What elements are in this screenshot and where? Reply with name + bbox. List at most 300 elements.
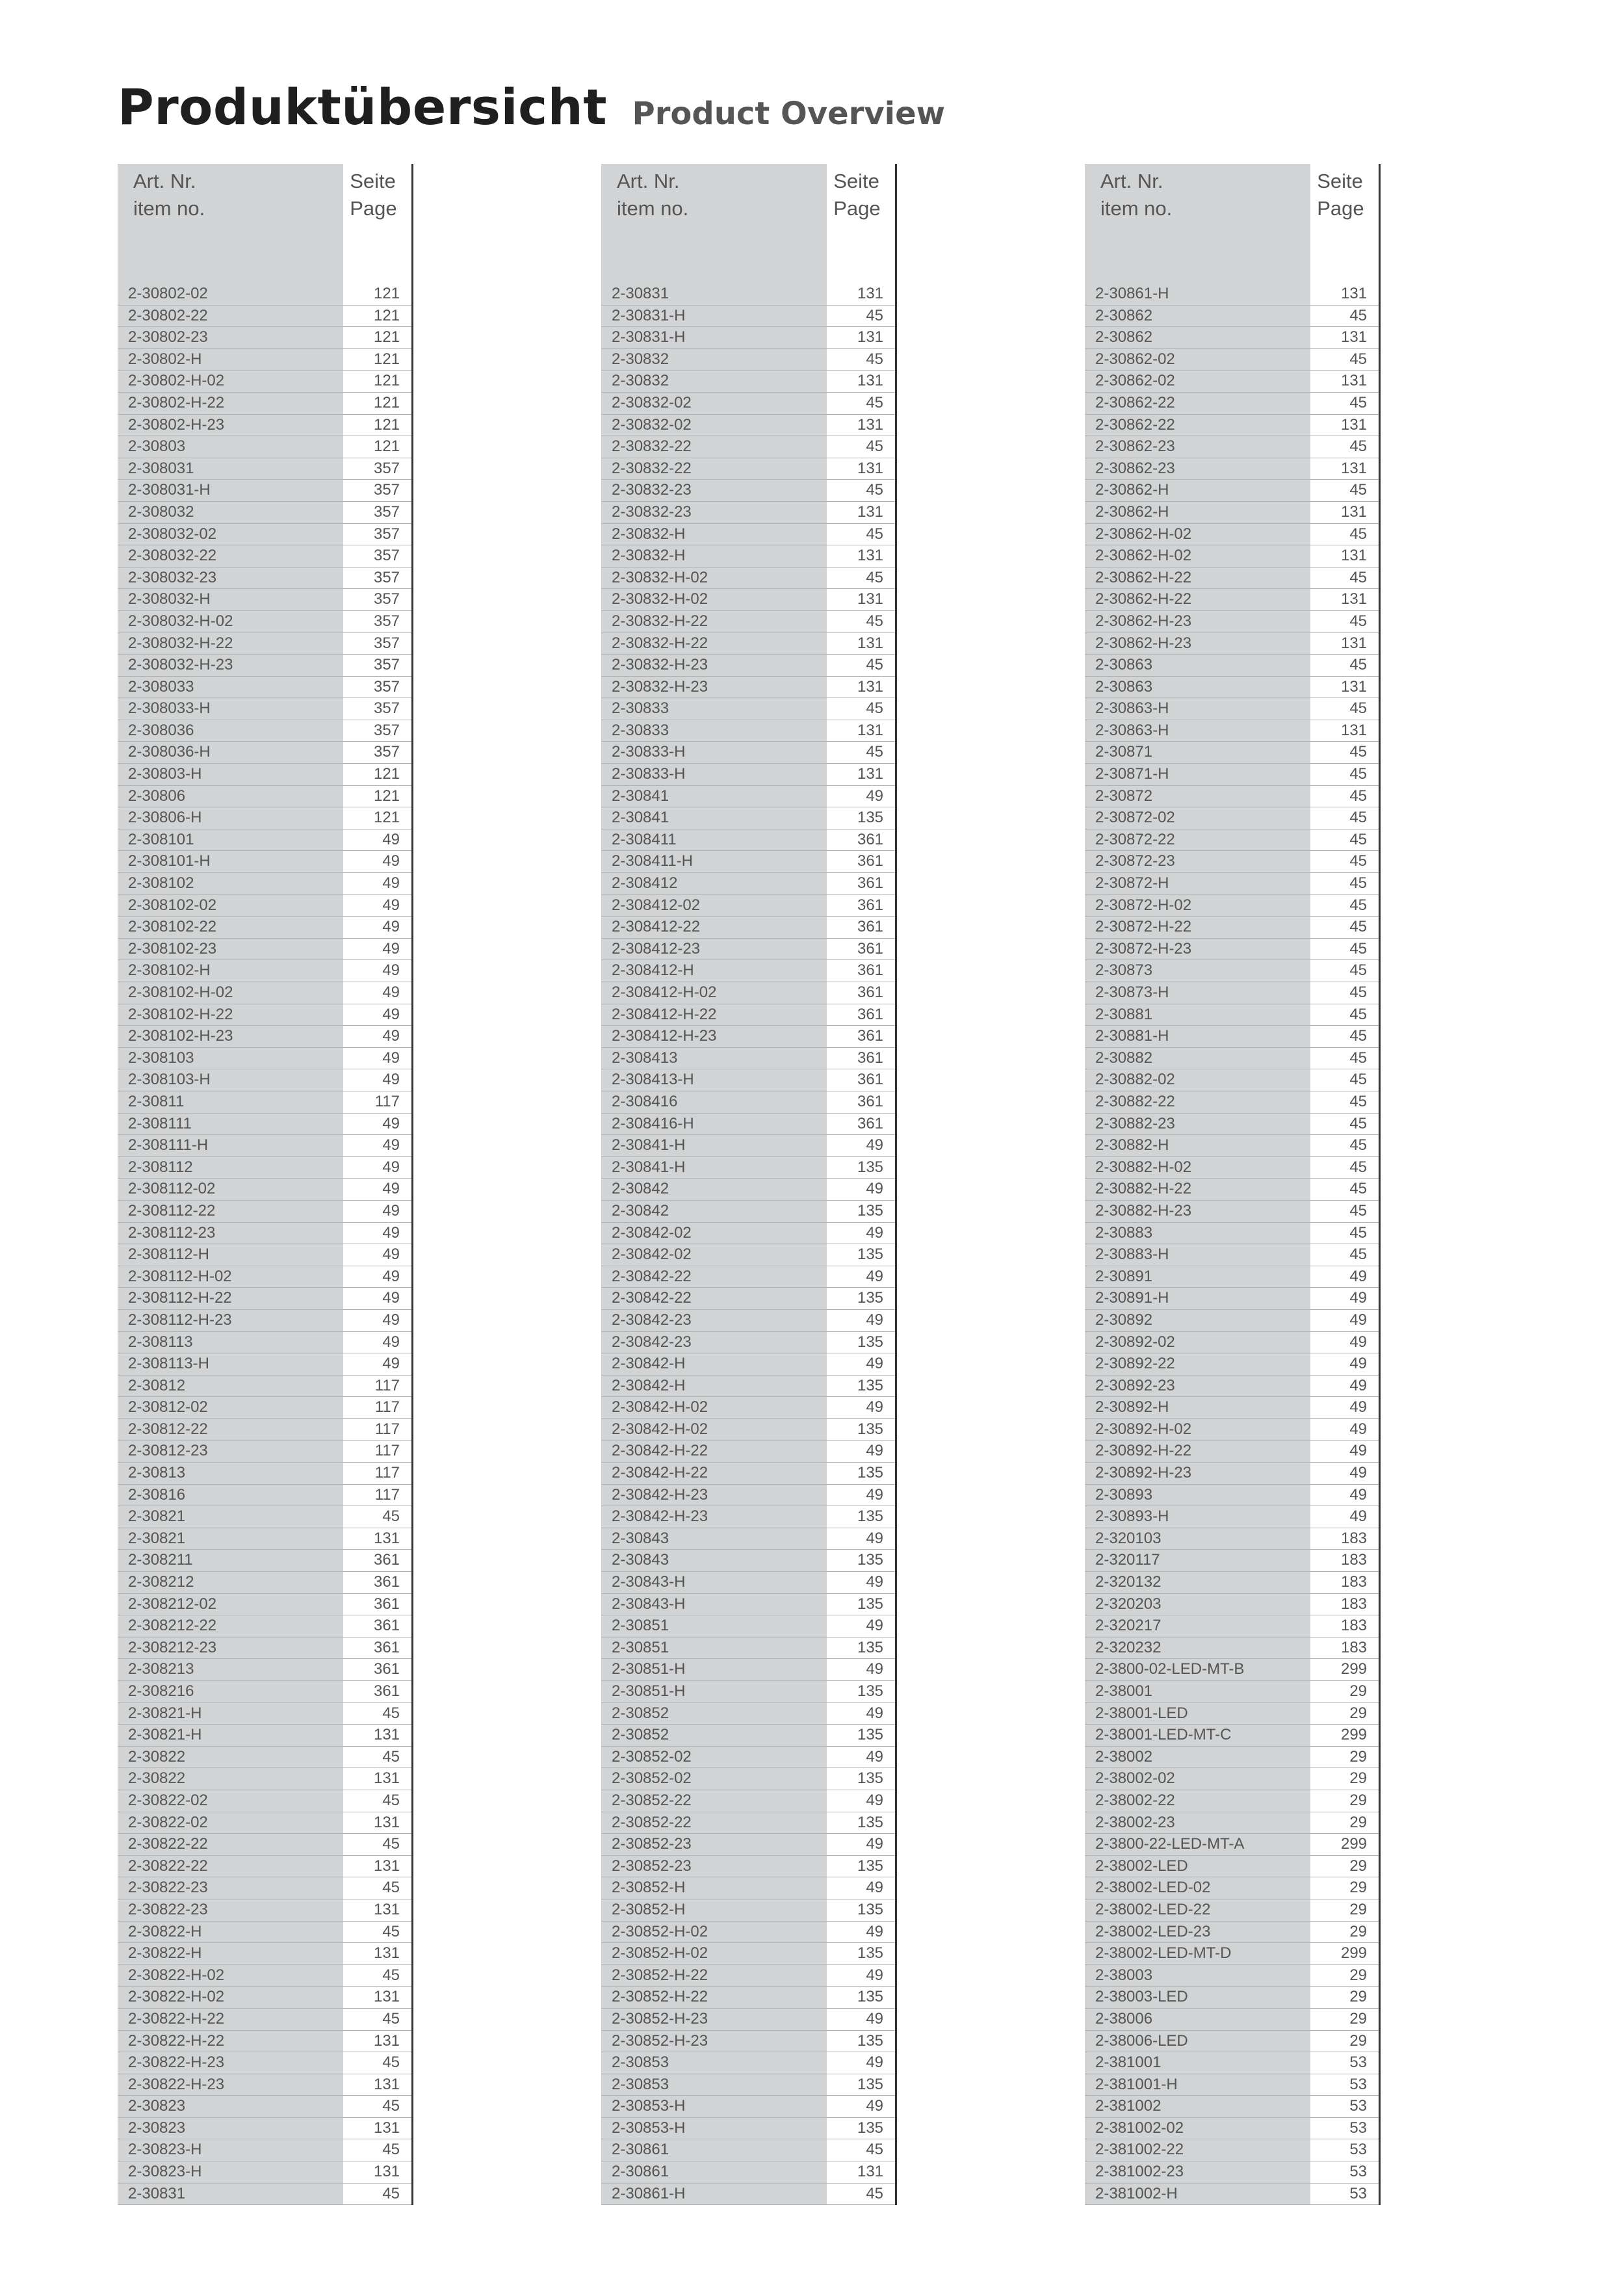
table-row — [118, 2074, 413, 2096]
page-number: 45 — [1310, 1048, 1379, 1070]
column-rule — [895, 2139, 897, 2161]
table-row — [1085, 1310, 1381, 1332]
table-row — [601, 589, 897, 611]
table-row — [1085, 1725, 1381, 1747]
page-number: 49 — [343, 851, 411, 873]
column-rule — [1379, 349, 1381, 371]
item-number: 2-30862-23 — [1085, 436, 1310, 458]
table-row — [601, 1201, 897, 1223]
table-row — [601, 1266, 897, 1288]
table-row — [601, 1288, 897, 1310]
table-row — [118, 611, 413, 633]
column-rule — [1379, 1201, 1381, 1223]
page-number: 45 — [827, 480, 895, 502]
item-number: 2-308412-H-22 — [601, 1004, 827, 1026]
column-rule — [895, 1550, 897, 1572]
table-row — [118, 851, 413, 873]
column-rule — [1379, 283, 1381, 306]
column-rule — [1379, 1376, 1381, 1398]
item-number: 2-30833 — [601, 698, 827, 720]
item-number: 2-381002-02 — [1085, 2118, 1310, 2140]
table-row — [118, 786, 413, 808]
table-row — [1085, 1332, 1381, 1354]
page-number: 183 — [1310, 1528, 1379, 1550]
table-row — [601, 1943, 897, 1965]
column-rule — [895, 1834, 897, 1856]
item-number: 2-30832-H-02 — [601, 589, 827, 611]
item-number: 2-30892-02 — [1085, 1332, 1310, 1354]
table-row — [118, 917, 413, 939]
item-column-header — [601, 164, 827, 283]
table-row — [1085, 1091, 1381, 1114]
page-number: 131 — [827, 589, 895, 611]
item-number: 2-30872-22 — [1085, 829, 1310, 852]
column-rule — [411, 1266, 413, 1288]
column-rule — [1379, 1922, 1381, 1944]
column-rule — [411, 786, 413, 808]
column-rule — [1379, 2161, 1381, 2184]
item-number: 2-30892-H-02 — [1085, 1419, 1310, 1441]
page-number: 121 — [343, 371, 411, 393]
column-rule — [895, 1179, 897, 1201]
table-row — [1085, 1987, 1381, 2009]
table-row — [118, 567, 413, 590]
item-number: 2-308032-23 — [118, 567, 343, 590]
page-number: 131 — [343, 1943, 411, 1965]
column-rule — [411, 2074, 413, 2096]
column-rule — [895, 283, 897, 306]
table-row — [601, 1397, 897, 1419]
item-number: 2-38003-LED — [1085, 1987, 1310, 2009]
page-number: 357 — [343, 524, 411, 546]
column-rule — [411, 1747, 413, 1769]
item-number: 2-30851 — [601, 1615, 827, 1637]
column-rule — [411, 1376, 413, 1398]
page-number: 49 — [343, 1332, 411, 1354]
column-rule — [1379, 1288, 1381, 1310]
table-row — [601, 283, 897, 306]
table-row — [1085, 1681, 1381, 1703]
column-rule — [1379, 2052, 1381, 2074]
table-row — [601, 1157, 897, 1179]
table-row — [118, 698, 413, 720]
table-row — [601, 1790, 897, 1812]
column-rule — [1379, 1223, 1381, 1245]
column-rule — [411, 502, 413, 524]
item-number: 2-30861-H — [601, 2184, 827, 2206]
page-number: 361 — [827, 960, 895, 982]
item-number: 2-30822-H-22 — [118, 2031, 343, 2053]
column-rule — [1379, 2184, 1381, 2206]
item-number: 2-30832-02 — [601, 393, 827, 415]
table-row — [601, 1244, 897, 1266]
page-number: 49 — [827, 2009, 895, 2031]
page-number: 29 — [1310, 1703, 1379, 1725]
page-number: 131 — [827, 545, 895, 567]
page-number: 357 — [343, 720, 411, 742]
page-number: 45 — [827, 611, 895, 633]
table-row — [118, 2052, 413, 2074]
item-number: 2-30852-H-23 — [601, 2009, 827, 2031]
column-rule — [411, 393, 413, 415]
page-number: 121 — [343, 436, 411, 458]
page-number: 135 — [827, 1506, 895, 1528]
table-row — [118, 1201, 413, 1223]
table-row — [1085, 1790, 1381, 1812]
page-number: 49 — [827, 1266, 895, 1288]
item-number: 2-308032-H-23 — [118, 655, 343, 677]
table-row — [1085, 1899, 1381, 1922]
column-rule — [1379, 1179, 1381, 1201]
item-number: 2-30882-H-23 — [1085, 1201, 1310, 1223]
table-row — [601, 939, 897, 961]
page-header-de: Seite — [350, 170, 396, 192]
item-number: 2-30822-02 — [118, 1790, 343, 1812]
item-number: 2-308111 — [118, 1114, 343, 1136]
table-row — [601, 633, 897, 655]
column-rule — [895, 677, 897, 699]
page-number: 49 — [343, 1201, 411, 1223]
table-row — [1085, 807, 1381, 829]
column-rule — [411, 720, 413, 742]
page-number: 135 — [827, 1943, 895, 1965]
page-number: 45 — [1310, 1114, 1379, 1136]
column-rule — [895, 1048, 897, 1070]
column-rule — [1379, 698, 1381, 720]
table-row — [601, 1048, 897, 1070]
item-number: 2-308112-23 — [118, 1223, 343, 1245]
column-rule — [895, 1135, 897, 1157]
column-rule — [1379, 1943, 1381, 1965]
item-number: 2-30803 — [118, 436, 343, 458]
table-row — [1085, 1659, 1381, 1681]
item-number: 2-30883 — [1085, 1223, 1310, 1245]
page-number: 45 — [343, 2184, 411, 2206]
item-number: 2-30822-02 — [118, 1812, 343, 1834]
table-row — [601, 1550, 897, 1572]
item-number: 2-30852-H-22 — [601, 1987, 827, 2009]
table-row — [118, 1397, 413, 1419]
item-number: 2-30853-H — [601, 2096, 827, 2118]
column-rule — [411, 371, 413, 393]
item-number: 2-30852-02 — [601, 1768, 827, 1790]
item-number: 2-30853-H — [601, 2118, 827, 2140]
page-number: 49 — [343, 829, 411, 852]
table-row — [1085, 524, 1381, 546]
page-number: 135 — [827, 1899, 895, 1922]
item-number: 2-30823-H — [118, 2139, 343, 2161]
item-number: 2-308102 — [118, 873, 343, 895]
item-number: 2-308411-H — [601, 851, 827, 873]
item-number: 2-308212 — [118, 1572, 343, 1594]
item-number: 2-30842-H-02 — [601, 1419, 827, 1441]
item-number: 2-38006 — [1085, 2009, 1310, 2031]
page-number: 357 — [343, 480, 411, 502]
page-number: 49 — [1310, 1288, 1379, 1310]
table-row — [118, 1812, 413, 1834]
page-number: 49 — [343, 1026, 411, 1048]
item-number: 2-308033-H — [118, 698, 343, 720]
page-column-header — [343, 164, 411, 283]
item-number: 2-320232 — [1085, 1637, 1310, 1660]
column-rule — [411, 1135, 413, 1157]
column-rule — [411, 611, 413, 633]
item-number: 2-30862-H — [1085, 480, 1310, 502]
page-number: 135 — [827, 1332, 895, 1354]
table-row — [601, 2139, 897, 2161]
item-number: 2-308036-H — [118, 742, 343, 764]
table-row — [1085, 1376, 1381, 1398]
column-rule — [895, 786, 897, 808]
item-number: 2-30821-H — [118, 1703, 343, 1725]
column-rule — [895, 1856, 897, 1878]
page-title-row — [118, 78, 945, 143]
page-number: 29 — [1310, 1768, 1379, 1790]
column-rule — [411, 1922, 413, 1944]
item-number: 2-38001-LED-MT-C — [1085, 1725, 1310, 1747]
table-row — [601, 1091, 897, 1114]
page-number: 45 — [1310, 1157, 1379, 1179]
item-number: 2-320217 — [1085, 1615, 1310, 1637]
item-number: 2-30802-23 — [118, 327, 343, 349]
page-number: 29 — [1310, 1965, 1379, 1987]
item-number: 2-38002 — [1085, 1747, 1310, 1769]
item-number: 2-308102-H-02 — [118, 982, 343, 1004]
column-rule — [411, 1790, 413, 1812]
column-rule — [1379, 1244, 1381, 1266]
item-number: 2-308113 — [118, 1332, 343, 1354]
item-number: 2-30802-H-23 — [118, 415, 343, 437]
item-number: 2-308213 — [118, 1659, 343, 1681]
table-row — [1085, 786, 1381, 808]
table-row — [601, 436, 897, 458]
item-number: 2-308102-H-22 — [118, 1004, 343, 1026]
table-row — [1085, 306, 1381, 328]
item-number: 2-30862-H-23 — [1085, 633, 1310, 655]
page-number: 131 — [1310, 589, 1379, 611]
item-number: 2-30842 — [601, 1179, 827, 1201]
table-row — [118, 524, 413, 546]
item-number: 2-38002-23 — [1085, 1812, 1310, 1834]
page-number: 29 — [1310, 1877, 1379, 1899]
page-number: 49 — [827, 1528, 895, 1550]
column-rule — [411, 829, 413, 852]
table-row — [601, 764, 897, 786]
page-number: 135 — [827, 1856, 895, 1878]
page-number: 49 — [1310, 1353, 1379, 1376]
column-rule — [1379, 1637, 1381, 1660]
item-number: 2-30842-H-22 — [601, 1463, 827, 1485]
item-number: 2-308412-02 — [601, 895, 827, 917]
page-number: 49 — [1310, 1310, 1379, 1332]
item-column-header — [118, 164, 343, 283]
column-rule — [895, 327, 897, 349]
page-title: Produktübersicht — [118, 78, 608, 136]
table-row — [1085, 1594, 1381, 1616]
table-row — [1085, 393, 1381, 415]
item-number: 2-320132 — [1085, 1572, 1310, 1594]
item-number: 2-30852 — [601, 1703, 827, 1725]
page-number: 121 — [343, 786, 411, 808]
page-header-en: Page — [1317, 197, 1364, 220]
column-rule — [895, 939, 897, 961]
column-rule — [1379, 1615, 1381, 1637]
page-number: 45 — [1310, 1091, 1379, 1114]
column-rule — [411, 2118, 413, 2140]
item-number: 2-320103 — [1085, 1528, 1310, 1550]
item-number: 2-30841-H — [601, 1157, 827, 1179]
item-number: 2-30832-H-02 — [601, 567, 827, 590]
page-number: 53 — [1310, 2139, 1379, 2161]
table-row — [1085, 327, 1381, 349]
column-rule — [895, 2074, 897, 2096]
column-rule — [411, 458, 413, 480]
column-rule — [1379, 1659, 1381, 1681]
column-rule — [1379, 2118, 1381, 2140]
column-rule — [895, 611, 897, 633]
column-rule — [411, 1201, 413, 1223]
item-number: 2-308412-23 — [601, 939, 827, 961]
column-rule — [895, 545, 897, 567]
table-row — [1085, 1288, 1381, 1310]
page-number: 135 — [827, 1419, 895, 1441]
item-number: 2-30842-H-23 — [601, 1506, 827, 1528]
page-number: 49 — [343, 1114, 411, 1136]
item-number: 2-30892-H-23 — [1085, 1463, 1310, 1485]
page-number: 131 — [343, 1812, 411, 1834]
column-rule — [895, 1376, 897, 1398]
column-rule — [895, 1114, 897, 1136]
item-number: 2-308033 — [118, 677, 343, 699]
table-row — [118, 720, 413, 742]
page-number: 357 — [343, 458, 411, 480]
table-row — [1085, 1550, 1381, 1572]
column-rule — [411, 1528, 413, 1550]
page-number: 299 — [1310, 1943, 1379, 1965]
page-number: 135 — [827, 1244, 895, 1266]
table-row — [1085, 1834, 1381, 1856]
item-number: 2-30821 — [118, 1506, 343, 1528]
column-rule — [1379, 1528, 1381, 1550]
item-number: 2-30851 — [601, 1637, 827, 1660]
table-row — [118, 1856, 413, 1878]
page-number: 45 — [1310, 1004, 1379, 1026]
item-number: 2-30862-H-02 — [1085, 524, 1310, 546]
table-row — [118, 1004, 413, 1026]
column-rule — [895, 2096, 897, 2118]
table-row — [1085, 2009, 1381, 2031]
column-rule — [1379, 1681, 1381, 1703]
table-row — [118, 1310, 413, 1332]
item-number: 2-30832-H-22 — [601, 633, 827, 655]
item-number: 2-30833 — [601, 720, 827, 742]
page-number: 299 — [1310, 1659, 1379, 1681]
item-number: 2-30842-23 — [601, 1310, 827, 1332]
index-table-3 — [1085, 164, 1381, 2205]
item-number: 2-30822-22 — [118, 1856, 343, 1878]
column-rule — [895, 1877, 897, 1899]
item-number: 2-30872-23 — [1085, 851, 1310, 873]
item-number: 2-30853 — [601, 2052, 827, 2074]
item-number: 2-30862-H-22 — [1085, 567, 1310, 590]
table-row — [118, 415, 413, 437]
column-rule — [1379, 1441, 1381, 1463]
table-row — [601, 2009, 897, 2031]
table-row — [1085, 1069, 1381, 1091]
page-number: 49 — [827, 1965, 895, 1987]
column-rule — [895, 895, 897, 917]
item-number: 2-30861 — [601, 2161, 827, 2184]
item-number: 2-308112-22 — [118, 1201, 343, 1223]
item-number: 2-308416-H — [601, 1114, 827, 1136]
page-number: 45 — [1310, 1179, 1379, 1201]
column-rule — [411, 415, 413, 437]
table-row — [1085, 545, 1381, 567]
column-rule — [411, 436, 413, 458]
page-number: 45 — [1310, 742, 1379, 764]
table-row — [601, 2184, 897, 2206]
table-row — [118, 1114, 413, 1136]
column-rule — [411, 939, 413, 961]
column-rule — [895, 567, 897, 590]
page-number: 45 — [827, 655, 895, 677]
page-number: 45 — [1310, 807, 1379, 829]
table-row — [1085, 633, 1381, 655]
page-number: 131 — [343, 1528, 411, 1550]
column-rule — [411, 2184, 413, 2206]
column-rule — [411, 1179, 413, 1201]
item-number: 2-30862-H-23 — [1085, 611, 1310, 633]
page-number: 131 — [1310, 502, 1379, 524]
column-rule — [1379, 1703, 1381, 1725]
item-number: 2-30843 — [601, 1528, 827, 1550]
item-number: 2-308212-22 — [118, 1615, 343, 1637]
page-number: 49 — [343, 1135, 411, 1157]
column-rule — [1379, 1987, 1381, 2009]
column-rule — [895, 2052, 897, 2074]
item-number: 2-30832-H — [601, 524, 827, 546]
table-row — [1085, 349, 1381, 371]
table-row — [1085, 480, 1381, 502]
table-row — [118, 1485, 413, 1507]
column-rule — [1379, 1353, 1381, 1376]
page-number: 45 — [343, 1965, 411, 1987]
page-number: 45 — [827, 393, 895, 415]
column-rule — [411, 1332, 413, 1354]
page-number: 361 — [343, 1637, 411, 1660]
page-number: 49 — [1310, 1441, 1379, 1463]
table-row — [118, 895, 413, 917]
column-rule — [1379, 480, 1381, 502]
table-row — [601, 1026, 897, 1048]
column-rule — [411, 1594, 413, 1616]
table-row — [118, 764, 413, 786]
table-row — [1085, 742, 1381, 764]
table-row — [601, 1528, 897, 1550]
page-number: 45 — [343, 1506, 411, 1528]
item-number: 2-30832-23 — [601, 480, 827, 502]
column-rule — [1379, 1747, 1381, 1769]
page-number: 49 — [827, 1353, 895, 1376]
column-rule — [411, 1812, 413, 1834]
table-row — [118, 2096, 413, 2118]
table-row — [118, 1376, 413, 1398]
page-number: 131 — [827, 764, 895, 786]
item-number: 2-381002-22 — [1085, 2139, 1310, 2161]
page-number: 361 — [827, 982, 895, 1004]
page-number: 357 — [343, 633, 411, 655]
page-number: 357 — [343, 545, 411, 567]
